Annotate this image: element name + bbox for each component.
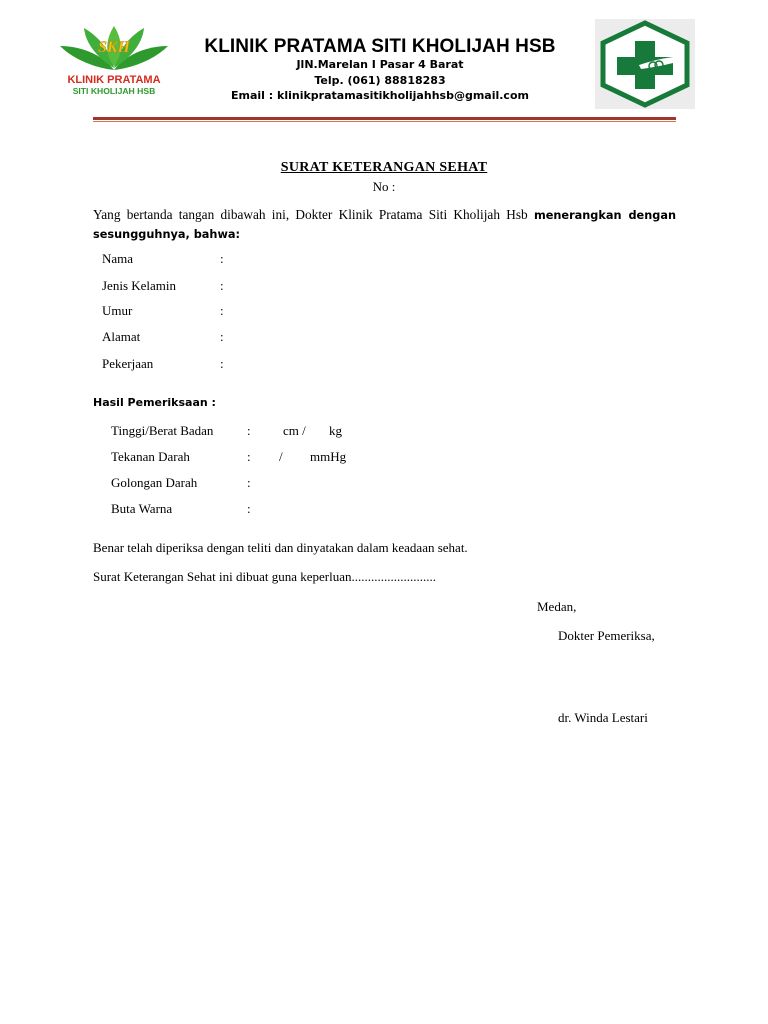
clinic-address: JlN.Marelan I Pasar 4 Barat: [296, 58, 464, 71]
exam-row-golongan-darah: [111, 475, 371, 493]
field-row-umur: [102, 303, 302, 321]
place-date: Medan,: [537, 599, 577, 614]
clinic-email: Email : klinikpratamasitikholijahhsb@gmail.com: [231, 89, 529, 102]
field-colon: :: [220, 251, 224, 266]
intro-text-emphasis: menerangkan dengan sesungguhnya, bahwa:: [93, 209, 676, 241]
svg-text:SKH: SKH: [97, 39, 131, 56]
field-colon: :: [220, 356, 224, 371]
signer-name: dr. Winda Lestari: [558, 710, 648, 725]
exam-label: Golongan Darah: [111, 475, 198, 490]
field-colon: :: [220, 303, 224, 318]
exam-unit: mmHg: [310, 449, 347, 464]
field-label: Nama: [102, 251, 134, 266]
exam-row-tekanan-darah: [111, 449, 371, 467]
field-row-nama: [102, 251, 302, 269]
clinic-phone: Telp. (061) 88818283: [314, 74, 446, 87]
field-colon: :: [220, 278, 224, 293]
exam-label: Tinggi/Berat Badan: [111, 423, 214, 438]
field-label: Umur: [102, 303, 133, 318]
clinic-name: KLINIK PRATAMA SITI KHOLIJAH HSB: [204, 36, 556, 57]
exam-colon: :: [247, 501, 251, 516]
exam-label: Buta Warna: [111, 501, 173, 516]
exam-unit: /: [279, 449, 283, 464]
intro-text: Yang bertanda tangan dibawah ini, Dokter Klinik Pratama Siti Kholijah Hsb: [93, 207, 534, 222]
svg-text:KLINIK PRATAMA: KLINIK PRATAMA: [67, 74, 161, 86]
exam-row-tinggi-berat: [111, 423, 371, 441]
field-row-alamat: [102, 329, 302, 347]
exam-colon: :: [247, 423, 251, 438]
field-row-jenis-kelamin: [102, 278, 302, 296]
field-label: Alamat: [102, 329, 141, 344]
header-divider: [93, 117, 676, 120]
clinic-logo-left: [56, 22, 172, 100]
health-statement: Benar telah diperiksa dengan teliti dan dinyatakan dalam keadaan sehat.: [93, 540, 468, 555]
leaf-emblem-icon: [56, 22, 172, 100]
document-number: No :: [372, 179, 396, 194]
exam-colon: :: [247, 475, 251, 490]
document-title: SURAT KETERANGAN SEHAT: [280, 160, 488, 175]
intro-paragraph: [93, 206, 676, 244]
exam-label: Tekanan Darah: [111, 449, 190, 464]
exam-unit: kg: [329, 423, 342, 438]
field-label: Jenis Kelamin: [102, 278, 177, 293]
header-divider-thin: [93, 121, 676, 122]
health-logo-right: [595, 19, 695, 109]
exam-row-buta-warna: [111, 501, 371, 519]
signer-role: Dokter Pemeriksa,: [558, 628, 655, 643]
exam-unit: cm /: [283, 423, 306, 438]
exam-colon: :: [247, 449, 251, 464]
cross-emblem-icon: [595, 19, 695, 109]
field-label: Pekerjaan: [102, 356, 154, 371]
field-row-pekerjaan: [102, 356, 302, 374]
field-colon: :: [220, 329, 224, 344]
svg-text:SITI KHOLIJAH HSB: SITI KHOLIJAH HSB: [72, 86, 156, 96]
exam-heading: Hasil Pemeriksaan :: [93, 396, 216, 409]
purpose-line: Surat Keterangan Sehat ini dibuat guna keperluan..........................: [93, 569, 436, 584]
